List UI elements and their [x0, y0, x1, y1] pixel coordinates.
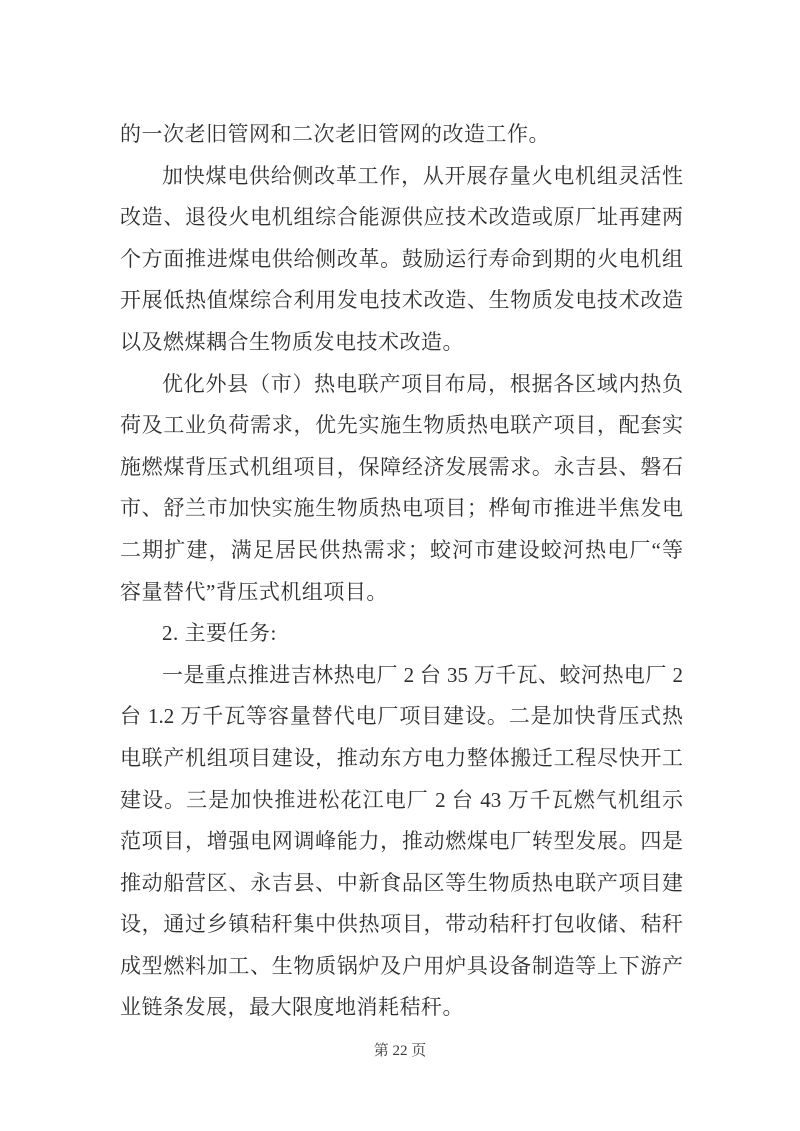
- text-line: 二期扩建，满足居民供热需求；蛟河市建设蛟河热电厂“等: [120, 537, 683, 562]
- text-line: 建设。三是加快推进松花江电厂 2 台 43 万千瓦燃气机组示: [120, 787, 683, 812]
- page-footer: [0, 1040, 800, 1062]
- document-body: [120, 114, 683, 1029]
- text-line: 成型燃料加工、生物质锅炉及户用炉具设备制造等上下游产: [120, 953, 683, 978]
- text-line: 范项目，增强电网调峰能力，推动燃煤电厂转型发展。四是: [120, 829, 683, 854]
- text-line: 个方面推进煤电供给侧改革。鼓励运行寿命到期的火电机组: [120, 246, 683, 271]
- text-line: 设，通过乡镇秸秆集中供热项目，带动秸秆打包收储、秸秆: [120, 912, 683, 937]
- text-line: 业链条发展，最大限度地消耗秸秆。: [120, 995, 464, 1020]
- text-line: 优化外县（市）热电联产项目布局，根据各区域内热负: [162, 371, 683, 396]
- text-line: 推动船营区、永吉县、中新食品区等生物质热电联产项目建: [120, 870, 683, 895]
- text-line: 施燃煤背压式机组项目，保障经济发展需求。永吉县、磐石: [120, 454, 683, 479]
- text-line: 电联产机组项目建设，推动东方电力整体搬迁工程尽快开工: [120, 745, 683, 770]
- text-line: 开展低热值煤综合利用发电技术改造、生物质发电技术改造: [120, 288, 683, 313]
- text-line: 2. 主要任务:: [162, 621, 277, 646]
- text-line: 一是重点推进吉林热电厂 2 台 35 万千瓦、蛟河热电厂 2: [162, 662, 683, 687]
- page-number: 第 22 页: [373, 1043, 427, 1059]
- text-line: 容量替代”背压式机组项目。: [120, 579, 388, 604]
- text-line: 荷及工业负荷需求，优先实施生物质热电联产项目，配套实: [120, 413, 683, 438]
- text-line: 以及燃煤耦合生物质发电技术改造。: [120, 329, 464, 354]
- text-line: 改造、退役火电机组综合能源供应技术改造或原厂址再建两: [120, 205, 683, 230]
- text-line: 加快煤电供给侧改革工作，从开展存量火电机组灵活性: [162, 163, 683, 188]
- text-line: 市、舒兰市加快实施生物质热电项目；桦甸市推进半焦发电: [120, 496, 683, 521]
- text-line: 的一次老旧管网和二次老旧管网的改造工作。: [120, 122, 550, 146]
- text-line: 台 1.2 万千瓦等容量替代电厂项目建设。二是加快背压式热: [120, 704, 683, 729]
